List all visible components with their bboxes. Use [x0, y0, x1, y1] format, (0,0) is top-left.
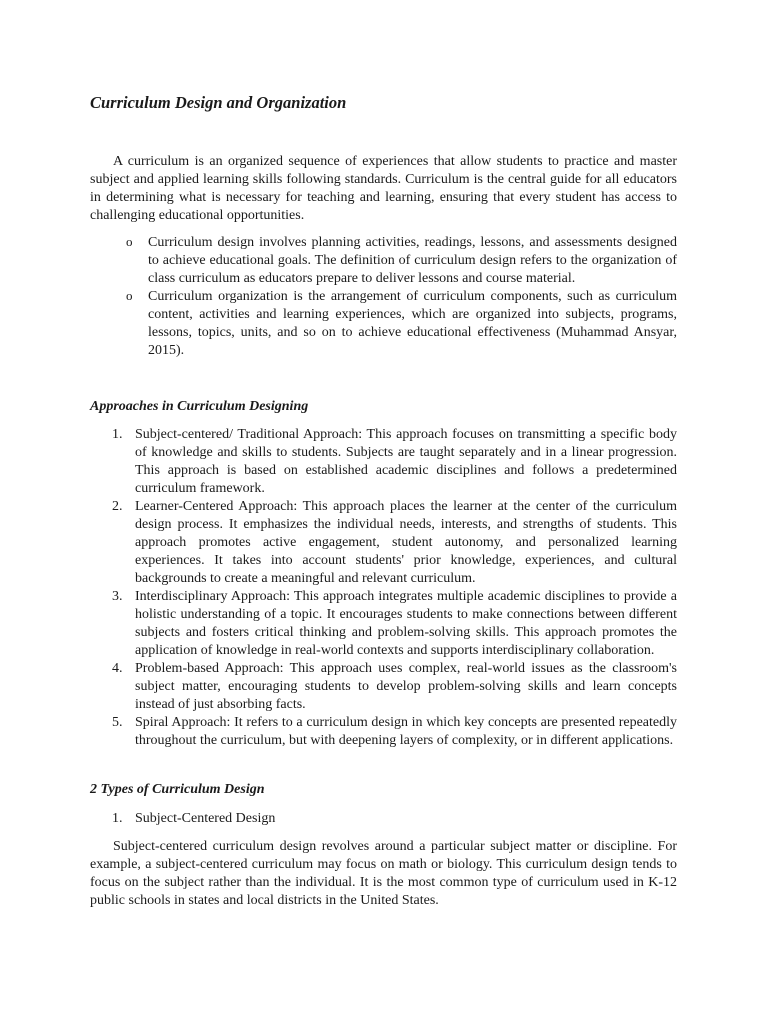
- bullet-text: Curriculum design involves planning activities, readings, lessons, and assessments designed to achieve educational goals. The definition of curriculum design refers to the organization of class curriculum as educators prepare to deliver lessons and course material.: [148, 235, 677, 286]
- approaches-list: [90, 426, 677, 750]
- bullet-marker: o: [126, 234, 133, 249]
- types-heading: 2 Types of Curriculum Design: [90, 782, 265, 797]
- bullet-item: [90, 234, 677, 288]
- types-list: [90, 810, 677, 828]
- item-number: 3.: [112, 589, 123, 604]
- document-title: Curriculum Design and Organization: [90, 93, 347, 112]
- item-number: 1.: [112, 811, 123, 826]
- approach-text: Subject-centered/ Traditional Approach: This approach focuses on transmitting a specific body of knowledge and skills to students. Subjects are taught separately and in a linear progression. This approach is based on established academic disciplines and follows a predetermined curriculum framework.: [135, 427, 677, 496]
- bullet-item: [90, 288, 677, 360]
- item-number: 2.: [112, 499, 123, 514]
- approach-text: Interdisciplinary Approach: This approach integrates multiple academic disciplines to provide a holistic understanding of a topic. It encourages students to make connections between different subjects and fosters critical thinking and problem-solving skills. This approach promotes the application of knowledge in real-world contexts and supports interdisciplinary collaboration.: [135, 589, 677, 658]
- approach-item: [90, 498, 677, 588]
- bullet-marker: o: [126, 288, 133, 303]
- subject-centered-paragraph: Subject-centered curriculum design revolves around a particular subject matter or discipline. For example, a subject-centered curriculum may focus on math or biology. This curriculum design tends to focus on the subject rather than the individual. It is the most common type of curriculum used in K-12 public schools in states and local districts in the United States.: [90, 839, 677, 908]
- approach-item: [90, 426, 677, 498]
- approach-text: Learner-Centered Approach: This approach places the learner at the center of the curriculum design process. It emphasizes the individual needs, interests, and strengths of students. This approach promotes active engagement, student autonomy, and personalized learning experiences. It takes into account students' prior knowledge, experiences, and cultural backgrounds to create a meaningful and relevant curriculum.: [135, 499, 677, 586]
- item-number: 4.: [112, 661, 123, 676]
- approaches-heading: Approaches in Curriculum Designing: [90, 399, 309, 414]
- approach-item: [90, 588, 677, 660]
- intro-paragraph: A curriculum is an organized sequence of experiences that allow students to practice and master subject and applied learning skills following standards. Curriculum is the central guide for all educators in determining what is necessary for teaching and learning, ensuring that every student has access to challenging educational opportunities.: [90, 154, 677, 223]
- item-number: 5.: [112, 715, 123, 730]
- approach-text: Problem-based Approach: This approach uses complex, real-world issues as the classroom's subject matter, encouraging students to develop problem-solving skills and learn concepts instead of just absorbing facts.: [135, 661, 677, 712]
- definition-bullet-list: [90, 234, 677, 360]
- approach-item: [90, 660, 677, 714]
- type-text: Subject-Centered Design: [135, 811, 276, 826]
- type-item: [90, 810, 677, 828]
- item-number: 1.: [112, 427, 123, 442]
- approach-text: Spiral Approach: It refers to a curriculum design in which key concepts are presented repeatedly throughout the curriculum, but with deepening layers of complexity, or in different applications.: [135, 715, 677, 748]
- bullet-text: Curriculum organization is the arrangement of curriculum components, such as curriculum content, activities and learning experiences, which are organized into subjects, programs, lessons, topics, units, and so on to achieve educational effectiveness (Muhammad Ansyar, 2015).: [148, 289, 677, 358]
- approach-item: [90, 714, 677, 750]
